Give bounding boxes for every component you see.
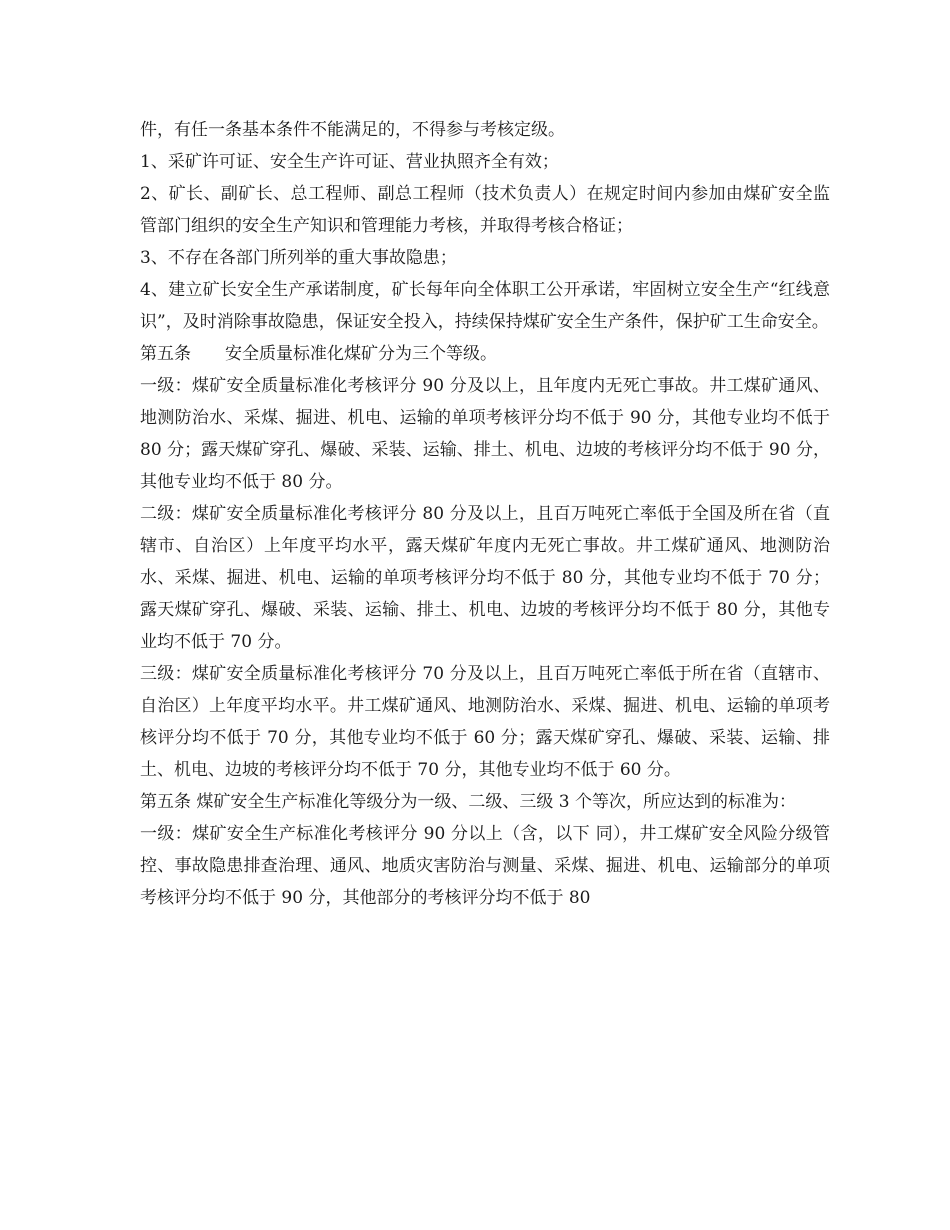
paragraph-intro-condition: 件，有任一条基本条件不能满足的，不得参与考核定级。 (140, 120, 565, 140)
paragraph-grade-1: 一级：煤矿安全质量标准化考核评分 90 分及以上，且年度内无死亡事故。井工煤矿通风、地测防治水、采煤、掘进、机电、运输的单项考核评分均不低于 90 分，其他专业均不低于 80 分；露天煤矿穿孔、爆破、采装、运输、排土、机电、边坡的考核评分均不低于 90 分，其他专业均不低于 80 分。 (140, 376, 836, 492)
paragraph-standard-level-1: 一级：煤矿安全生产标准化考核评分 90 分以上（含，以下 同），井工煤矿安全风险分级管控、事故隐患排查治理、通风、地质灾害防治与测量、采煤、掘进、机电、运输部分的单项考核评分均不低于 90 分，其他部分的考核评分均不低于 80 (140, 824, 830, 908)
paragraph-item-4: 4、建立矿长安全生产承诺制度，矿长每年向全体职工公开承诺，牢固树立安全生产“红线意识”，及时消除事故隐患，保证安全投入，持续保持煤矿安全生产条件，保护矿工生命安全。 (140, 280, 830, 332)
paragraph-item-1: 1、采矿许可证、安全生产许可证、营业执照齐全有效； (140, 152, 559, 172)
paragraph-grade-2: 二级：煤矿安全质量标准化考核评分 80 分及以上，且百万吨死亡率低于全国及所在省（直辖市、自治区）上年度平均水平，露天煤矿年度内无死亡事故。井工煤矿通风、地测防治水、采煤、掘进、机电、运输的单项考核评分均不低于 80 分，其他专业均不低于 70 分；露天煤矿穿孔、爆破、采装、运输、排土、机电、边坡的考核评分均不低于 80 分，其他专业均不低于 70 分。 (140, 504, 830, 652)
document-body (140, 114, 836, 914)
paragraph-item-2: 2、矿长、副矿长、总工程师、副总工程师（技术负责人）在规定时间内参加由煤矿安全监管部门组织的安全生产知识和管理能力考核，并取得考核合格证； (140, 184, 830, 236)
article-heading-grades: 第五条 安全质量标准化煤矿分为三个等级。 (140, 344, 497, 364)
article-heading-standard-levels: 第五条 煤矿安全生产标准化等级分为一级、二级、三级 3 个等次，所应达到的标准为： (140, 792, 797, 812)
paragraph-grade-3: 三级：煤矿安全质量标准化考核评分 70 分及以上，且百万吨死亡率低于所在省（直辖市、自治区）上年度平均水平。井工煤矿通风、地测防治水、采煤、掘进、机电、运输的单项考核评分均不低于 70 分，其他专业均不低于 60 分；露天煤矿穿孔、爆破、采装、运输、排土、机电、边坡的考核评分均不低于 70 分，其他专业均不低于 60 分。 (140, 664, 830, 780)
paragraph-item-3: 3、不存在各部门所列举的重大事故隐患； (140, 248, 457, 268)
